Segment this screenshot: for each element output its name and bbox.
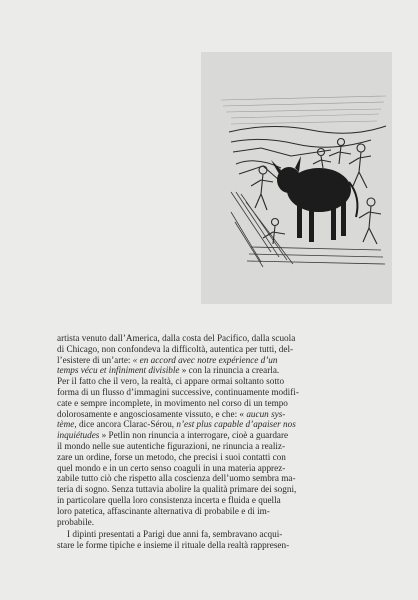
- paragraph: [57, 333, 369, 527]
- text-line: [57, 333, 369, 344]
- bull-etching-image: [201, 52, 392, 304]
- text-line: [57, 387, 369, 398]
- text-run: zare un ordine, forse un metodo, che precisi i suoi contatti con: [57, 451, 286, 462]
- text-line: [57, 398, 369, 409]
- text-run: forma di un flusso d’immagini successive, continuamente modifi-: [57, 386, 299, 397]
- text-line: [57, 484, 369, 495]
- italic-quote: temps vécu et infiniment divisible: [57, 365, 180, 376]
- text-run: » Petlin non rinuncia a interrogare, cioè a guardare: [99, 430, 289, 441]
- text-line: [57, 441, 369, 452]
- italic-quote: inquiétudes: [57, 430, 100, 441]
- text-line: [57, 529, 369, 540]
- text-line: [57, 452, 369, 463]
- text-line: [57, 495, 369, 506]
- italic-quote: « en accord avec notre expérience d’un: [132, 354, 278, 365]
- text-run: artista venuto dall’America, dalla costa del Pacifico, dalla scuola: [57, 333, 296, 343]
- text-line: [57, 506, 369, 517]
- italic-quote: n’est plus capable d’apaiser nos: [176, 419, 296, 430]
- text-run: loro patetica, affascinante alternativa di probabile e di im-: [57, 505, 270, 516]
- text-run: I dipinti presentati a Parigi due anni fa, sembravano acqui-: [67, 529, 283, 540]
- text-run: l’esistere di un’arte:: [57, 354, 133, 365]
- text-run: in particolare quella loro consistenza incerta e fluida e quella: [57, 494, 281, 505]
- text-line: [57, 344, 369, 355]
- text-run: » con la rinuncia a crearla.: [179, 365, 280, 376]
- text-run: dolorosamente e angosciosamente vissuto, e che: «: [57, 408, 247, 419]
- text-run: probabile.: [57, 516, 94, 527]
- text-run: zabile tutto ciò che rispetto alla coscienza dell’uomo sembra ma-: [57, 473, 296, 484]
- paragraph: [57, 529, 369, 551]
- text-line: [57, 355, 369, 366]
- text-run: teria di sogno. Senza tuttavia abolire la qualità primare dei sogni,: [57, 484, 297, 495]
- text-line: [57, 365, 369, 376]
- article-body: [57, 333, 369, 551]
- etching-illustration: [201, 52, 392, 304]
- text-line: [57, 463, 369, 474]
- text-line: [57, 517, 369, 528]
- text-line: [57, 409, 369, 420]
- text-line: [57, 430, 369, 441]
- italic-quote: tème,: [57, 419, 77, 430]
- text-run: Per il fatto che il vero, la realtà, ci appare ormai soltanto sotto: [57, 376, 285, 387]
- text-line: [57, 540, 369, 551]
- text-run: il mondo nelle sue autentiche figurazioni, ne rinuncia a realiz-: [57, 440, 286, 451]
- text-run: di Chicago, non confondeva la difficoltà, autentica per tutti, del-: [57, 343, 294, 354]
- text-line: [57, 419, 369, 430]
- text-line: [57, 473, 369, 484]
- text-run: stare le forme tipiche e insieme il rituale della realtà rappresen-: [57, 540, 290, 551]
- italic-quote: aucun sys-: [246, 408, 286, 419]
- text-run: cate e sempre incomplete, in movimento nel corso di un tempo: [57, 397, 288, 408]
- text-run: dice ancora Clarac-Sérou,: [76, 419, 177, 430]
- text-line: [57, 376, 369, 387]
- text-run: quel mondo e in un certo senso coaguli in una materia apprez-: [57, 462, 286, 473]
